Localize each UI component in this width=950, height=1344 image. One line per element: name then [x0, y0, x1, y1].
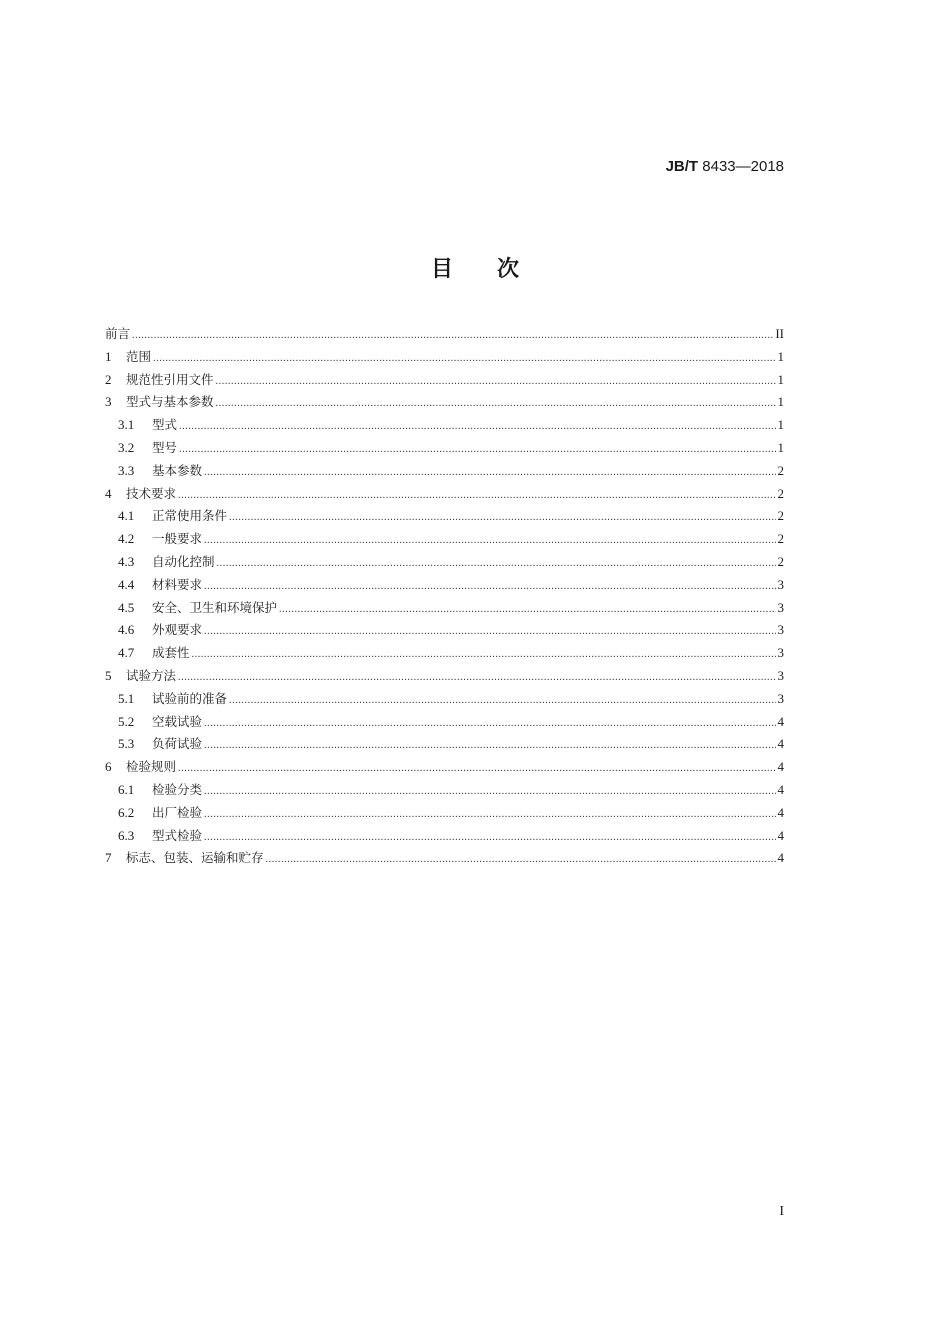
toc-entry[interactable] — [105, 688, 784, 711]
toc-dot-leader — [229, 690, 775, 713]
toc-entry-label: 试验方法 — [126, 667, 177, 683]
toc-dot-leader — [204, 462, 775, 485]
toc-entry[interactable] — [105, 665, 784, 688]
toc-entry-number: 3 — [105, 394, 112, 410]
toc-entry[interactable] — [105, 642, 784, 665]
toc-entry-page: 4 — [777, 781, 784, 797]
toc-entry[interactable] — [105, 597, 784, 620]
toc-dot-leader — [204, 827, 775, 850]
toc-dot-leader — [217, 553, 776, 576]
toc-entry-number: 1 — [105, 348, 112, 364]
toc-entry-number: 5.2 — [118, 713, 135, 729]
toc-dot-leader — [204, 576, 775, 599]
toc-entry-page: 4 — [777, 713, 784, 729]
toc-entry-page: 3 — [777, 599, 784, 615]
toc-entry-number: 5.1 — [118, 690, 135, 706]
toc-entry-label: 材料要求 — [152, 576, 203, 592]
toc-entry[interactable] — [105, 437, 784, 460]
toc-entry-label: 范围 — [126, 348, 152, 364]
toc-entry[interactable] — [105, 802, 784, 825]
toc-entry[interactable] — [105, 483, 784, 506]
page-title-char-1: 目 — [430, 257, 453, 282]
toc-entry-number: 5 — [105, 667, 112, 683]
toc-entry-number: 6.2 — [118, 804, 135, 820]
toc-dot-leader — [279, 599, 775, 622]
toc-dot-leader — [204, 781, 775, 804]
toc-entry-label: 成套性 — [152, 645, 190, 661]
toc-entry-label: 检验规则 — [126, 759, 177, 775]
document-code — [666, 158, 784, 175]
toc-entry-number: 4.3 — [118, 553, 135, 569]
toc-entry-number: 7 — [105, 850, 112, 866]
toc-dot-leader — [204, 735, 775, 758]
toc-dot-leader — [216, 371, 776, 394]
toc-entry-number: 5.3 — [118, 736, 135, 752]
toc-dot-leader — [266, 849, 776, 872]
toc-entry-label: 规范性引用文件 — [126, 371, 214, 387]
toc-entry-label: 空载试验 — [152, 713, 203, 729]
toc-entry-label: 型式 — [152, 417, 178, 433]
toc-entry[interactable] — [105, 414, 784, 437]
toc-entry[interactable] — [105, 551, 784, 574]
toc-entry-page: 2 — [777, 485, 784, 501]
page-title — [0, 252, 950, 283]
toc-entry-label: 安全、卫生和环境保护 — [152, 599, 278, 615]
toc-entry-number: 4 — [105, 485, 112, 501]
toc-entry[interactable] — [105, 369, 784, 392]
toc-entry-label: 标志、包装、运输和贮存 — [126, 850, 264, 866]
toc-entry[interactable] — [105, 460, 784, 483]
document-code-prefix: JB/T — [665, 158, 699, 175]
toc-entry-label: 型式检验 — [152, 827, 203, 843]
toc-entry-label: 试验前的准备 — [152, 690, 228, 706]
toc-dot-leader — [204, 530, 775, 553]
toc-dot-leader — [204, 804, 775, 827]
toc-entry[interactable] — [105, 825, 784, 848]
toc-entry-page: 3 — [777, 645, 784, 661]
toc-entry[interactable] — [105, 619, 784, 642]
toc-entry-page: 4 — [777, 736, 784, 752]
toc-entry-number: 3.2 — [118, 439, 135, 455]
toc-entry-page: 2 — [777, 531, 784, 547]
toc-entry[interactable] — [105, 711, 784, 734]
toc-entry-page: 1 — [777, 417, 784, 433]
toc-entry-number: 4.4 — [118, 576, 135, 592]
toc-entry-page: 1 — [777, 348, 784, 364]
toc-entry-page: 2 — [777, 462, 784, 478]
toc-entry-page: 1 — [777, 371, 784, 387]
page-number: I — [779, 1204, 784, 1219]
toc-dot-leader — [132, 325, 773, 348]
toc-entry-number: 6 — [105, 759, 112, 775]
toc-entry-page: 4 — [777, 759, 784, 775]
toc-entry-page: 4 — [777, 850, 784, 866]
toc-entry-number: 3.1 — [118, 417, 135, 433]
toc-entry-number: 4.7 — [118, 645, 135, 661]
toc-entry-page: 1 — [777, 394, 784, 410]
toc-dot-leader — [192, 644, 776, 667]
toc-entry[interactable] — [105, 528, 784, 551]
toc-entry-number: 6.3 — [118, 827, 135, 843]
toc-entry-label: 前言 — [105, 326, 131, 341]
toc-entry-page: 3 — [777, 576, 784, 592]
toc-entry[interactable] — [105, 391, 784, 414]
toc-entry-page: 3 — [777, 690, 784, 706]
toc-entry-label: 型式与基本参数 — [126, 394, 214, 410]
page-title-char-2: 次 — [497, 257, 520, 282]
toc-entry-number: 4.6 — [118, 622, 135, 638]
toc-dot-leader — [178, 667, 775, 690]
toc-entry-number: 2 — [105, 371, 112, 387]
toc-dot-leader — [178, 758, 775, 781]
toc-entry-number: 4.5 — [118, 599, 135, 615]
toc-dot-leader — [229, 507, 775, 530]
toc-dot-leader — [204, 621, 775, 644]
toc-entry-number: 3.3 — [118, 462, 135, 478]
toc-entry[interactable] — [105, 346, 784, 369]
toc-entry-page: 1 — [777, 439, 784, 455]
toc-dot-leader — [204, 713, 775, 736]
toc-entry[interactable] — [105, 574, 784, 597]
toc-entry-page: 2 — [777, 553, 784, 569]
toc-entry-page: 3 — [777, 667, 784, 683]
toc-entry-label: 外观要求 — [152, 622, 203, 638]
toc-entry-label: 出厂检验 — [152, 804, 203, 820]
toc-entry-label: 自动化控制 — [152, 553, 215, 569]
toc-entry-label: 正常使用条件 — [152, 508, 228, 524]
toc-entry-page: 4 — [777, 804, 784, 820]
toc-entry-label: 型号 — [152, 439, 178, 455]
toc-entry[interactable] — [105, 756, 784, 779]
toc-dot-leader — [153, 348, 775, 371]
toc-entry[interactable] — [105, 779, 784, 802]
toc-dot-leader — [178, 485, 775, 508]
toc-entry-label: 技术要求 — [126, 485, 177, 501]
toc-entry[interactable] — [105, 323, 784, 346]
toc-entry-number: 4.2 — [118, 531, 135, 547]
toc-entry-number: 4.1 — [118, 508, 135, 524]
toc-dot-leader — [179, 439, 775, 462]
toc-entry-page: 4 — [777, 827, 784, 843]
toc-entry-number: 6.1 — [118, 781, 135, 797]
document-code-number: 8433—2018 — [698, 158, 784, 175]
toc-entry-label: 一般要求 — [152, 531, 203, 547]
toc-entry-label: 负荷试验 — [152, 736, 203, 752]
toc-entry-page: II — [775, 326, 784, 341]
toc-dot-leader — [216, 393, 776, 416]
toc-entry-page: 3 — [777, 622, 784, 638]
toc-entry[interactable] — [105, 847, 784, 870]
toc-entry-page: 2 — [777, 508, 784, 524]
table-of-contents — [105, 323, 784, 870]
toc-dot-leader — [179, 416, 775, 439]
toc-entry-label: 检验分类 — [152, 781, 203, 797]
toc-entry[interactable] — [105, 505, 784, 528]
toc-entry-label: 基本参数 — [152, 462, 203, 478]
toc-entry[interactable] — [105, 733, 784, 756]
